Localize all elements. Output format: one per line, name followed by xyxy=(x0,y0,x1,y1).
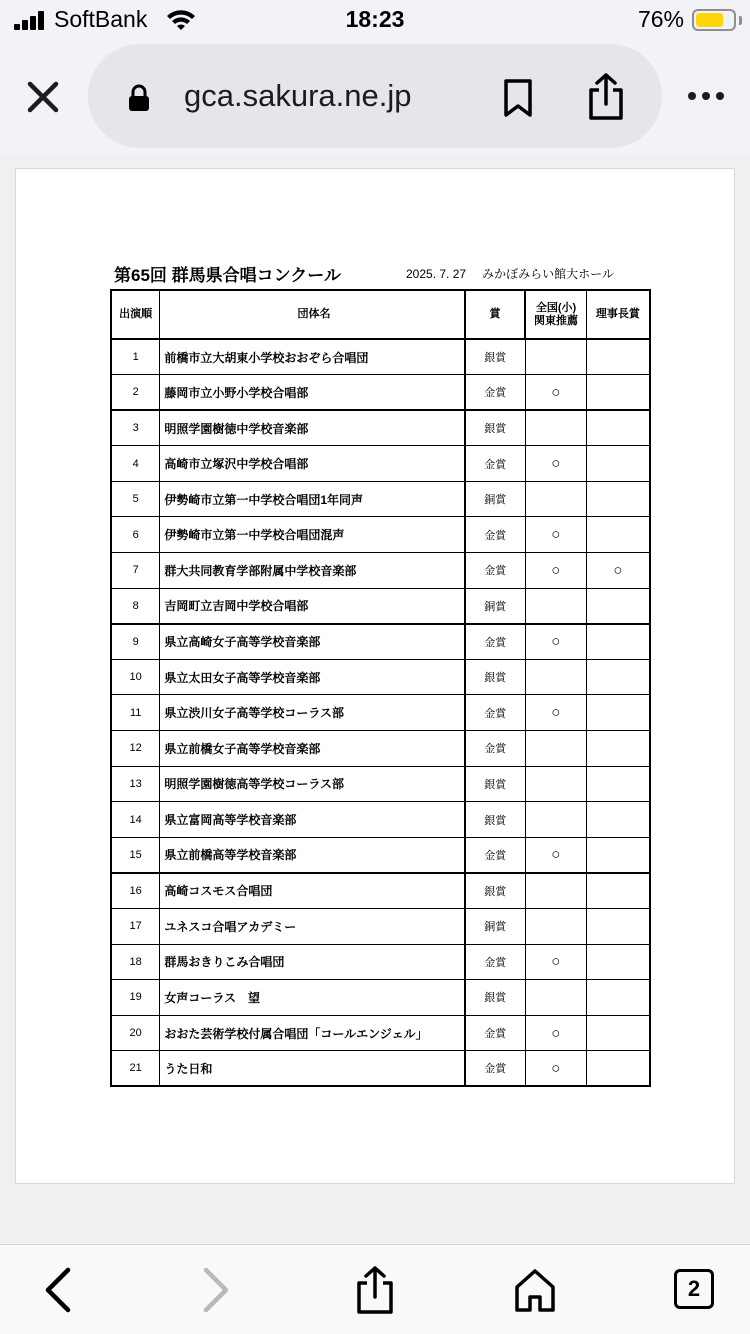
cell-award: 銀賞 xyxy=(465,802,526,838)
back-icon[interactable] xyxy=(34,1265,84,1315)
table-row xyxy=(111,873,650,909)
cell-no: 3 xyxy=(111,410,160,446)
bottom-toolbar xyxy=(0,1244,750,1334)
header-national-line1: 全国(小) xyxy=(535,301,577,314)
cell-no: 9 xyxy=(111,624,160,660)
cell-name: 県立渋川女子高等学校コーラス部 xyxy=(160,695,465,731)
cell-national: ○ xyxy=(525,1051,586,1087)
tab-count: 2 xyxy=(674,1269,714,1309)
cell-award: 銀賞 xyxy=(465,766,526,802)
cell-chair xyxy=(586,731,650,767)
pdf-page xyxy=(15,168,735,1184)
document-title: 第65回 群馬県合唱コンクール xyxy=(114,266,341,285)
table-row xyxy=(111,588,650,624)
table-row xyxy=(111,944,650,980)
cell-chair xyxy=(586,837,650,873)
cell-national xyxy=(525,909,586,945)
cell-award: 銀賞 xyxy=(465,659,526,695)
cell-award: 銅賞 xyxy=(465,481,526,517)
cell-award: 金賞 xyxy=(465,553,526,589)
header-national-line2: 関東推薦 xyxy=(534,314,579,327)
header-chair: 理事長賞 xyxy=(586,290,650,339)
cell-national: ○ xyxy=(525,695,586,731)
cell-award: 銅賞 xyxy=(465,909,526,945)
cell-award: 銀賞 xyxy=(465,410,526,446)
table-row xyxy=(111,410,650,446)
cell-chair xyxy=(586,1051,650,1087)
cell-name: 県立前橋高等学校音楽部 xyxy=(160,837,465,873)
cell-name: 県立前橋女子高等学校音楽部 xyxy=(160,731,465,767)
table-row xyxy=(111,446,650,482)
address-bar[interactable] xyxy=(88,44,662,148)
cell-name: 藤岡市立小野小学校合唱部 xyxy=(160,375,465,411)
cell-no: 2 xyxy=(111,375,160,411)
cell-award: 金賞 xyxy=(465,517,526,553)
cell-name: 女声コーラス 望 xyxy=(160,980,465,1016)
cell-name: 県立富岡高等学校音楽部 xyxy=(160,802,465,838)
cell-no: 5 xyxy=(111,481,160,517)
cell-no: 14 xyxy=(111,802,160,838)
table-row xyxy=(111,375,650,411)
cell-national xyxy=(525,410,586,446)
status-bar xyxy=(0,0,750,42)
close-icon[interactable] xyxy=(22,76,64,118)
cell-award: 銅賞 xyxy=(465,588,526,624)
cell-chair xyxy=(586,980,650,1016)
event-venue: みかぼみらい館大ホール xyxy=(482,267,614,281)
cell-name: 高崎市立塚沢中学校合唱部 xyxy=(160,446,465,482)
cell-name: 群馬おきりこみ合唱団 xyxy=(160,944,465,980)
cell-no: 12 xyxy=(111,731,160,767)
cell-national xyxy=(525,766,586,802)
tabs-icon[interactable] xyxy=(670,1265,720,1315)
cell-national: ○ xyxy=(525,624,586,660)
cell-name: 県立高崎女子高等学校音楽部 xyxy=(160,624,465,660)
cell-name: 吉岡町立吉岡中学校合唱部 xyxy=(160,588,465,624)
table-row xyxy=(111,837,650,873)
table-row xyxy=(111,339,650,375)
cell-chair xyxy=(586,481,650,517)
cell-chair xyxy=(586,339,650,375)
document-meta xyxy=(406,265,614,282)
table-row xyxy=(111,731,650,767)
table-row xyxy=(111,802,650,838)
table-row xyxy=(111,553,650,589)
bookmark-icon[interactable] xyxy=(502,78,534,118)
cell-national xyxy=(525,659,586,695)
cell-chair xyxy=(586,1015,650,1051)
cell-no: 11 xyxy=(111,695,160,731)
cell-award: 金賞 xyxy=(465,624,526,660)
battery-percentage: 76% xyxy=(637,6,684,32)
share-icon[interactable] xyxy=(586,72,626,122)
browser-address-row xyxy=(0,42,750,154)
cell-no: 13 xyxy=(111,766,160,802)
cell-chair xyxy=(586,873,650,909)
cell-chair xyxy=(586,624,650,660)
cell-national: ○ xyxy=(525,553,586,589)
cell-national: ○ xyxy=(525,944,586,980)
cell-name: 県立太田女子高等学校音楽部 xyxy=(160,659,465,695)
cell-no: 21 xyxy=(111,1051,160,1087)
cell-no: 18 xyxy=(111,944,160,980)
cell-name: 群大共同教育学部附属中学校音楽部 xyxy=(160,553,465,589)
cell-no: 10 xyxy=(111,659,160,695)
table-row xyxy=(111,659,650,695)
header-name: 団体名 xyxy=(160,290,465,339)
table-row xyxy=(111,1015,650,1051)
cell-no: 17 xyxy=(111,909,160,945)
cell-no: 19 xyxy=(111,980,160,1016)
more-icon[interactable] xyxy=(686,90,726,102)
table-row xyxy=(111,980,650,1016)
forward-icon[interactable] xyxy=(190,1265,240,1315)
cell-national xyxy=(525,588,586,624)
cell-national: ○ xyxy=(525,517,586,553)
battery-level-fill xyxy=(696,13,723,27)
cell-national xyxy=(525,873,586,909)
cell-national xyxy=(525,481,586,517)
cell-award: 金賞 xyxy=(465,375,526,411)
cell-no: 15 xyxy=(111,837,160,873)
cell-chair: ○ xyxy=(586,553,650,589)
cell-award: 金賞 xyxy=(465,446,526,482)
carrier-name: SoftBank xyxy=(54,6,148,32)
cell-chair xyxy=(586,909,650,945)
cell-chair xyxy=(586,410,650,446)
header-no: 出演順 xyxy=(111,290,160,339)
cell-national: ○ xyxy=(525,375,586,411)
cell-national: ○ xyxy=(525,837,586,873)
battery-tip xyxy=(739,16,742,25)
cell-no: 8 xyxy=(111,588,160,624)
cell-name: ユネスコ合唱アカデミー xyxy=(160,909,465,945)
home-icon[interactable] xyxy=(510,1265,560,1315)
cell-no: 7 xyxy=(111,553,160,589)
table-header-row xyxy=(111,290,650,339)
share-icon[interactable] xyxy=(350,1265,400,1315)
cell-chair xyxy=(586,375,650,411)
cell-national: ○ xyxy=(525,446,586,482)
table-row xyxy=(111,1051,650,1087)
url-text[interactable]: gca.sakura.ne.jp xyxy=(184,78,412,113)
cell-name: 明照学園樹徳中学校音楽部 xyxy=(160,410,465,446)
cell-national xyxy=(525,802,586,838)
table-row xyxy=(111,481,650,517)
event-date: 2025. 7. 27 xyxy=(406,267,467,281)
cell-award: 金賞 xyxy=(465,695,526,731)
cell-award: 金賞 xyxy=(465,1015,526,1051)
cell-name: 伊勢崎市立第一中学校合唱団1年同声 xyxy=(160,481,465,517)
cell-national xyxy=(525,980,586,1016)
cell-name: 明照学園樹徳高等学校コーラス部 xyxy=(160,766,465,802)
cell-national xyxy=(525,731,586,767)
cell-national xyxy=(525,339,586,375)
cell-no: 1 xyxy=(111,339,160,375)
cell-no: 6 xyxy=(111,517,160,553)
cell-chair xyxy=(586,802,650,838)
cell-chair xyxy=(586,944,650,980)
table-row xyxy=(111,517,650,553)
table-row xyxy=(111,695,650,731)
cell-chair xyxy=(586,588,650,624)
cell-award: 金賞 xyxy=(465,944,526,980)
cell-no: 4 xyxy=(111,446,160,482)
battery-icon xyxy=(692,9,736,31)
page-viewport xyxy=(0,154,750,1244)
cell-award: 金賞 xyxy=(465,731,526,767)
cell-chair xyxy=(586,446,650,482)
header-national xyxy=(525,290,586,339)
cell-award: 金賞 xyxy=(465,837,526,873)
cell-award: 銀賞 xyxy=(465,339,526,375)
cell-award: 金賞 xyxy=(465,1051,526,1087)
cell-chair xyxy=(586,659,650,695)
clock: 18:23 xyxy=(345,6,405,32)
cell-no: 20 xyxy=(111,1015,160,1051)
table-row xyxy=(111,624,650,660)
lock-icon xyxy=(128,84,150,112)
cell-award: 銀賞 xyxy=(465,980,526,1016)
cell-chair xyxy=(586,695,650,731)
cell-name: うた日和 xyxy=(160,1051,465,1087)
cell-name: おおた芸術学校付属合唱団「コールエンジェル」 xyxy=(160,1015,465,1051)
cell-national: ○ xyxy=(525,1015,586,1051)
cell-name: 伊勢崎市立第一中学校合唱団混声 xyxy=(160,517,465,553)
header-award: 賞 xyxy=(465,290,526,339)
cell-name: 前橋市立大胡東小学校おおぞら合唱団 xyxy=(160,339,465,375)
table-row xyxy=(111,909,650,945)
cell-no: 16 xyxy=(111,873,160,909)
results-table xyxy=(110,289,651,1087)
cell-name: 高崎コスモス合唱団 xyxy=(160,873,465,909)
table-row xyxy=(111,766,650,802)
cell-chair xyxy=(586,517,650,553)
cell-award: 銀賞 xyxy=(465,873,526,909)
cell-chair xyxy=(586,766,650,802)
